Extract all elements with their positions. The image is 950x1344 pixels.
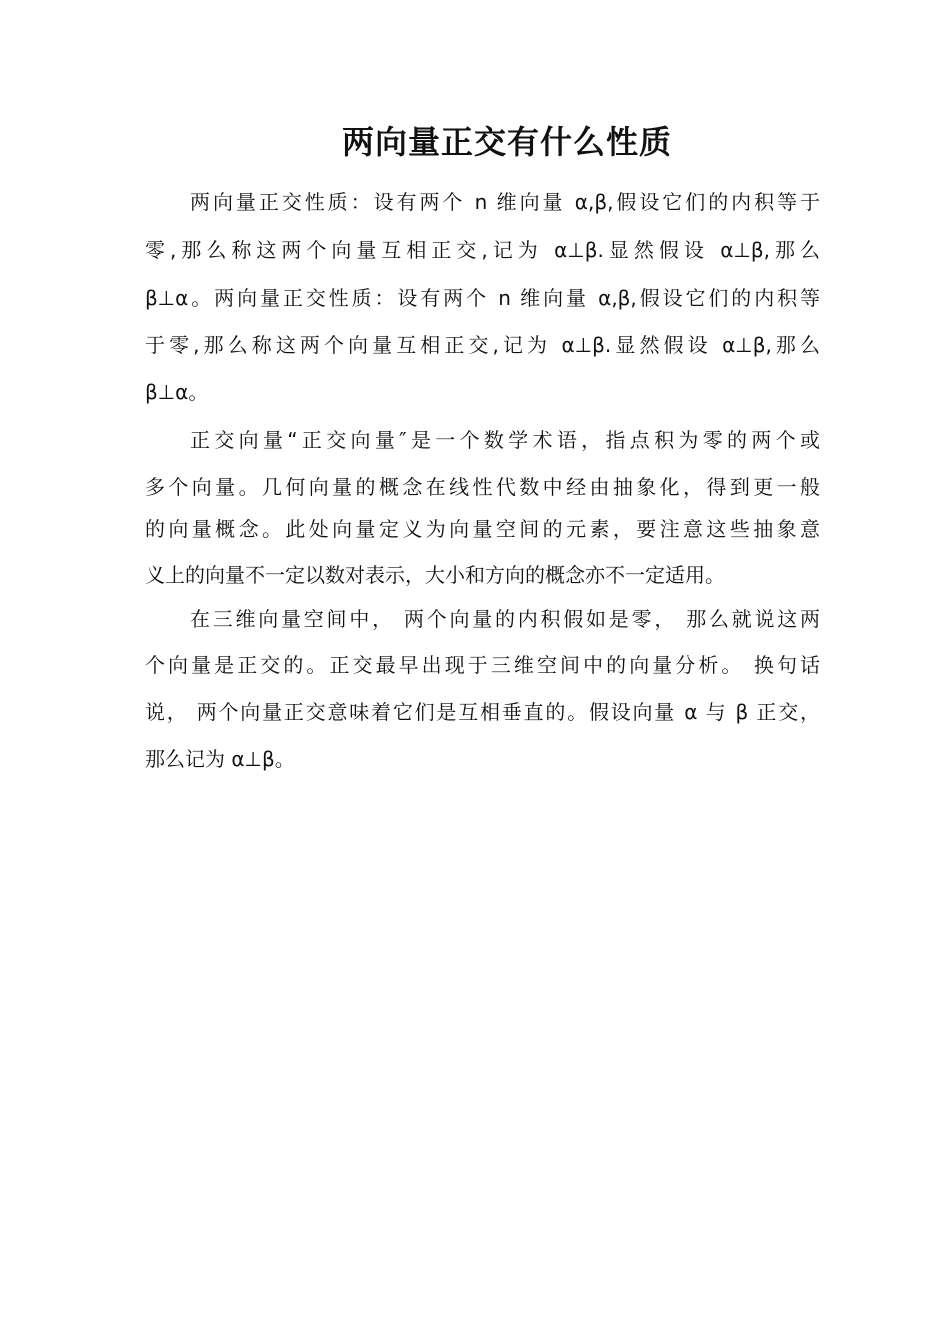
- paragraph-line: β⊥α。两向量正交性质：设有两个 n 维向量 α,β,假设它们的内积等: [145, 286, 820, 310]
- paragraph-line: 正交向量“正交向量″是一个数学术语，指点积为零的两个或: [190, 428, 820, 452]
- paragraph-line: β⊥α。: [145, 380, 209, 404]
- paragraph-line: 于零,那么称这两个向量互相正交,记为 α⊥β.显然假设 α⊥β,那么: [145, 333, 820, 357]
- paragraph-line: 说， 两个向量正交意味着它们是互相垂直的。假设向量 α 与 β 正交，: [145, 700, 820, 724]
- paragraph-line: 义上的向量不一定以数对表示，大小和方向的概念亦不一定适用。: [145, 563, 725, 587]
- paragraph-line: 在三维向量空间中， 两个向量的内积假如是零， 那么就说这两: [190, 607, 820, 631]
- paragraph-line: 两向量正交性质：设有两个 n 维向量 α,β,假设它们的内积等于: [190, 190, 820, 214]
- paragraph-line: 零,那么称这两个向量互相正交,记为 α⊥β.显然假设 α⊥β,那么: [145, 238, 820, 262]
- paragraph-line: 个向量是正交的。正交最早出现于三维空间中的向量分析。 换句话: [145, 653, 820, 677]
- document-title: 两向量正交有什么性质: [341, 123, 672, 161]
- paragraph-line: 多个向量。几何向量的概念在线性代数中经由抽象化，得到更一般: [145, 475, 820, 499]
- paragraph-line: 那么记为 α⊥β。: [145, 747, 295, 771]
- paragraph-line: 的向量概念。此处向量定义为向量空间的元素，要注意这些抽象意: [145, 517, 820, 541]
